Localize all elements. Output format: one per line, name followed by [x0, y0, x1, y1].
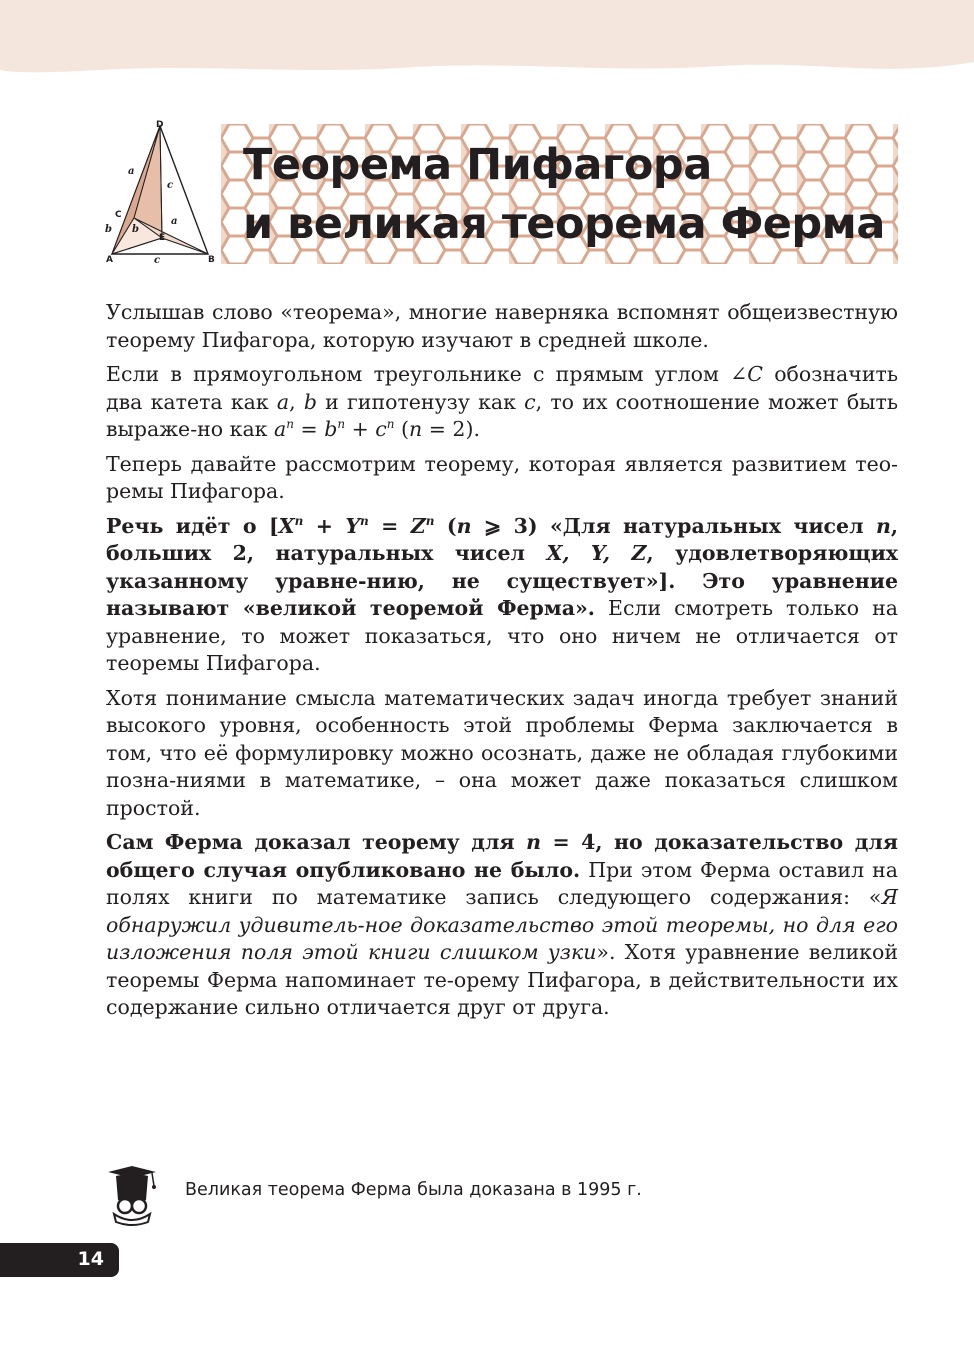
math-var: c [375, 417, 387, 441]
math-var: n [875, 513, 891, 538]
math-var: a [274, 417, 287, 441]
text-fragment: ». Хотя уравнение великой теоремы Ферма напоминает те-орему Пифагора, в действительности их содержание сильно отличается друг от друга. [106, 940, 898, 1019]
paragraph-4 [106, 513, 898, 678]
paragraph-1: Услышав слово «теорема», многие наверняка вспомнят общеизвестную теорему Пифагора, которую изучают в средней школе. [106, 300, 898, 352]
math-var: b [303, 389, 317, 414]
math-exp: n [360, 513, 369, 528]
text-fragment: и гипотенузу как [316, 389, 525, 414]
label-A: A [106, 255, 113, 264]
label-b-left: b [105, 224, 112, 235]
math-var: Y [345, 513, 360, 538]
text-fragment: = 2). [422, 417, 480, 441]
text-fragment: = [293, 417, 325, 441]
math-var: X [278, 513, 295, 538]
top-decorative-band [0, 0, 974, 80]
label-C: C [115, 210, 122, 220]
math-var: n [456, 513, 472, 538]
math-exp: n [286, 417, 294, 432]
label-D: D [156, 120, 164, 130]
text-fragment: Если смотреть только на уравнение, то может показаться, что оно ничем не отличается от теоремы Пифагора. [106, 596, 898, 675]
math-var: a [276, 389, 290, 414]
title-line-2: и великая теорема Ферма [243, 199, 885, 249]
text-fragment: , больших 2, натуральных чисел [106, 513, 899, 565]
label-E: E [159, 233, 166, 243]
math-var: C [747, 362, 763, 386]
title-block [221, 124, 898, 264]
page-number: 14 [77, 1248, 104, 1270]
text-fragment: = 4, но доказательство для общего случая опубликовано не было. [106, 830, 898, 882]
text-fragment: + [345, 417, 376, 441]
paragraph-3: Теперь давайте рассмотрим теорему, которая является развитием тео-ремы Пифагора. [106, 451, 898, 503]
math-exp: n [425, 513, 435, 528]
math-var: n [409, 417, 423, 441]
math-var: X, Y, Z [546, 541, 647, 565]
title-line-1: Теорема Пифагора [243, 140, 712, 190]
math-exp: n [337, 417, 346, 432]
text-fragment: При этом Ферма оставил на полях книги по математике запись следующего содержания: « [106, 857, 898, 909]
text-fragment: , [289, 389, 304, 414]
text-fragment: + [303, 513, 346, 538]
text-fragment: , удовлетворяющих указанному уравне-нию, не существует»]. Это уравнение называют «великой теоремой Ферма». [106, 541, 898, 620]
label-b-mid: b [132, 224, 139, 235]
pythagoras-diagram [104, 118, 222, 264]
footnote-text: Великая теорема Ферма была доказана в 1995 г. [185, 1180, 642, 1200]
paragraph-5: Хотя понимание смысла математических задач иногда требует знаний высокого уровня, особенность этой проблемы Ферма заключается в том, что её формулировку можно осознать, даже не обладая глубокими позна-ниями в математике, – она может даже показаться слишком простой. [106, 685, 898, 820]
page-title [243, 136, 885, 254]
text-fragment: Сам Ферма доказал теорему для [106, 830, 527, 854]
text-fragment: = [368, 513, 411, 538]
scholar-owl-icon [104, 1164, 160, 1226]
math-var: Z [410, 513, 426, 538]
article-body [106, 299, 898, 1029]
math-var: n [526, 830, 541, 854]
paragraph-6 [106, 829, 898, 1022]
text-fragment: ⩾ 3) «Для натуральных чисел [471, 513, 876, 538]
label-c-bottom: c [154, 255, 161, 264]
label-c-top: c [167, 180, 174, 191]
angle-symbol: ∠ [730, 362, 748, 386]
math-exp: n [386, 417, 395, 432]
math-exp: n [294, 513, 304, 528]
text-fragment: ( [434, 513, 457, 538]
fermat-quote: Я обнаружил удивитель-ное доказательство этой теоремы, но для его изложения поля этой книги слишком узки [106, 885, 898, 964]
label-a-top: a [128, 166, 135, 177]
text-fragment: Речь идёт о [ [106, 513, 279, 538]
math-var: b [324, 417, 338, 441]
label-B: B [208, 255, 215, 264]
paragraph-2 [106, 361, 898, 444]
text-fragment: , то их соотношение может быть выраже-но как [106, 389, 898, 441]
text-fragment: ( [394, 417, 410, 441]
label-a-mid: a [171, 216, 178, 227]
page-number-badge [0, 1243, 119, 1277]
math-var: c [524, 389, 536, 414]
text-fragment: обозначить два катета как [106, 362, 898, 414]
text-fragment: Если в прямоугольном треугольнике с прямым углом [106, 362, 731, 386]
